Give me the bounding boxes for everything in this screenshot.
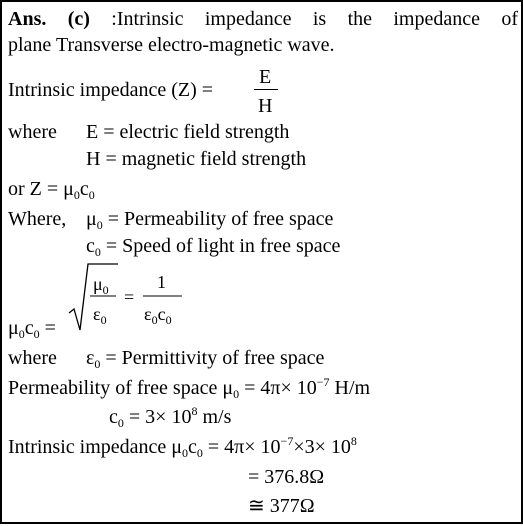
where-label-1: where bbox=[8, 121, 57, 143]
where-label-2: Where, bbox=[8, 208, 67, 230]
definition-numerator: E bbox=[259, 66, 272, 88]
where-label-3: where bbox=[8, 347, 57, 369]
formula-lhs: $\mu_0c_0$ = bbox=[8, 317, 56, 341]
rhs-numerator: 1 bbox=[157, 272, 166, 292]
radical-denominator: $\varepsilon_0$ bbox=[93, 304, 107, 327]
h-definition: H = magnetic field strength bbox=[86, 148, 307, 170]
intrinsic-impedance-result: Intrinsic impedance $\mu_0c_0 = 4\pi\times 10^{-7}\times 3\times 10^8$ bbox=[8, 434, 357, 460]
eps0-definition: $\varepsilon_0$ = Permittivity of free space bbox=[86, 347, 325, 371]
formula-equals: = bbox=[124, 287, 135, 307]
permeability-value: Permeability of free space $\mu_0 = 4\pi\times 10^{-7}$ H/m bbox=[8, 375, 371, 401]
radical-numerator: $\mu_0$ bbox=[93, 274, 109, 297]
answer-line-2: plane Transverse electro-magnetic wave. bbox=[8, 34, 335, 56]
definition-lhs: Intrinsic impedance (Z) = bbox=[8, 79, 214, 101]
result-value-exact: = 376.8Ω bbox=[248, 466, 325, 488]
c0-value: $c_0 = 3\times 10^8$ m/s bbox=[109, 404, 232, 430]
result-value-approx: ≅ 377Ω bbox=[248, 495, 315, 517]
c0-definition: $c_0$ = Speed of light in free space bbox=[86, 235, 341, 259]
rhs-denominator: $\varepsilon_0c_0$ bbox=[144, 304, 172, 327]
mu0-definition: $\mu_0$ = Permeability of free space bbox=[86, 208, 334, 232]
answer-label: Ans. (c) bbox=[8, 8, 90, 30]
e-definition: E = electric field strength bbox=[86, 121, 290, 143]
definition-denominator: H bbox=[258, 95, 273, 117]
or-z-line: or $Z = \mu_0c_0$ bbox=[8, 178, 95, 202]
answer-statement: :Intrinsic impedance is the impedance of bbox=[111, 8, 519, 30]
